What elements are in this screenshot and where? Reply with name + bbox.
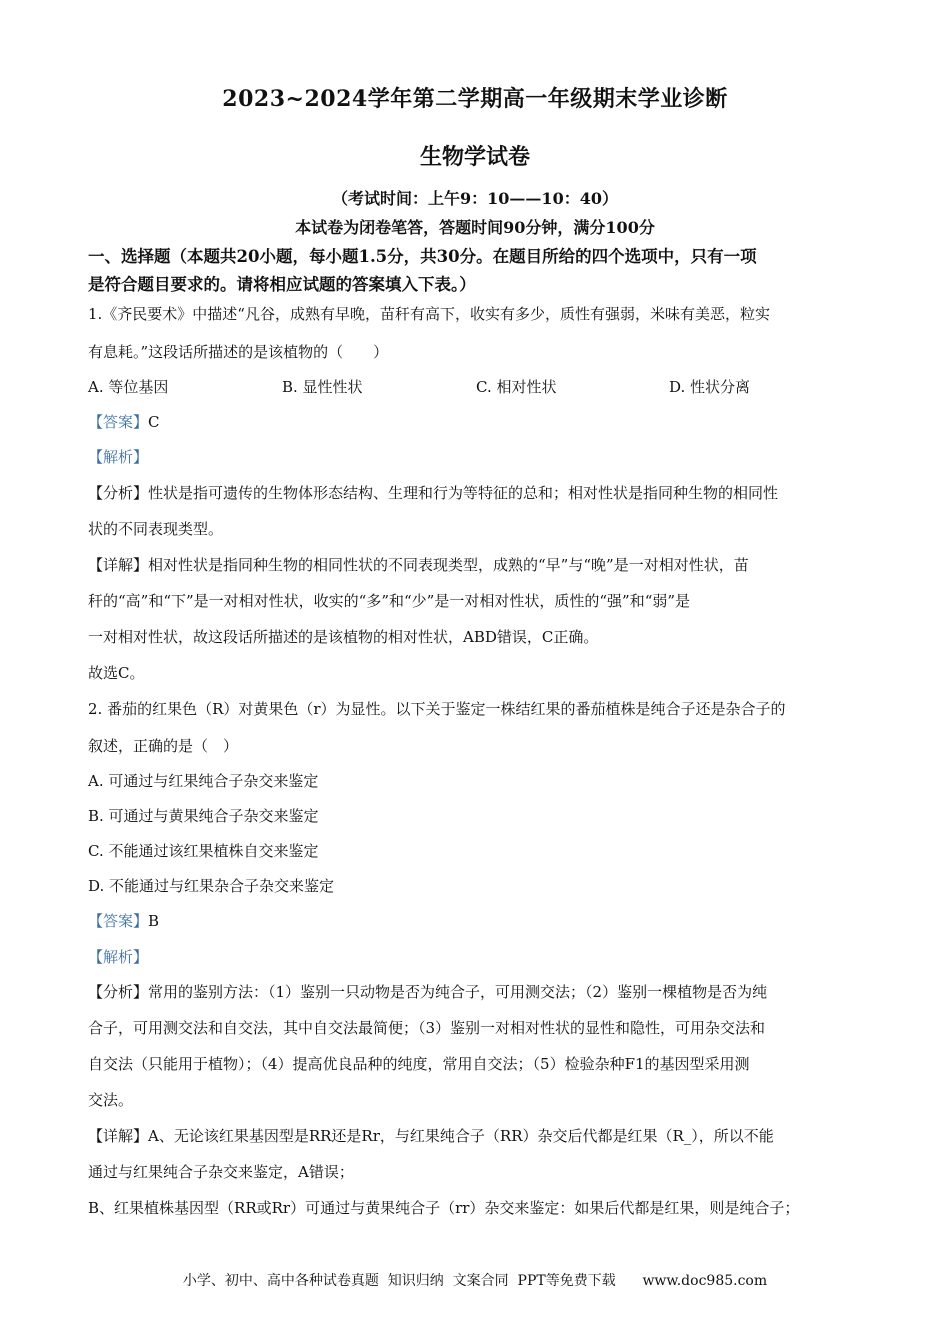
q2-stem-line1: 2. 番茄的红果色（R）对黄果色（r）为显性。以下关于鉴定一株结红果的番茄植株是纯合子还是杂合子的 bbox=[88, 700, 786, 718]
q1-stem-line2: 有息耗。”这段话所描述的是该植物的（ ） bbox=[88, 343, 389, 361]
exam-time: （考试时间：上午9：10——10：40） bbox=[332, 189, 618, 208]
q1-xiangjie-line1 bbox=[88, 554, 749, 575]
q2-fenxi-text1: 常用的鉴别方法：（1）鉴别一只动物是否为纯合子，可用测交法；（2）鉴别一棵植物是否为纯 bbox=[148, 983, 768, 1001]
q2-stem-line2: 叙述，正确的是（ ） bbox=[88, 737, 239, 755]
q1-answer-value: C bbox=[148, 413, 160, 431]
q1-xiangjie-text1: 相对性状是指同种生物的相同性状的不同表现类型，成熟的“早”与“晚”是一对相对性状，苗 bbox=[148, 556, 749, 574]
q2-option-a: A. 可通过与红果纯合子杂交来鉴定 bbox=[88, 772, 319, 790]
q1-option-a: A. 等位基因 bbox=[88, 378, 169, 396]
q2-fenxi-line4: 交法。 bbox=[88, 1091, 134, 1109]
section-heading-line2: 是符合题目要求的。请将相应试题的答案填入下表。） bbox=[88, 275, 476, 294]
q1-analysis-tag bbox=[88, 446, 148, 467]
q1-xiangjie-line2: 秆的“高”和“下”是一对相对性状，收实的“多”和“少”是一对相对性状，质性的“强”和“弱”是 bbox=[88, 592, 691, 610]
exam-note: 本试卷为闭卷笔答，答题时间90分钟，满分100分 bbox=[295, 218, 655, 237]
q1-fenxi-line2: 状的不同表现类型。 bbox=[88, 520, 224, 538]
answer-tag: 【答案】 bbox=[88, 413, 149, 431]
q2-xiangjie-line2: 通过与红果纯合子杂交来鉴定，A错误； bbox=[88, 1163, 354, 1181]
q2-fenxi-line2: 合子，可用测交法和自交法，其中自交法最简便；（3）鉴别一对相对性状的显性和隐性，可用杂交法和 bbox=[88, 1019, 766, 1037]
q1-fenxi-line1 bbox=[88, 482, 778, 503]
q1-stem-line1: 1.《齐民要术》中描述“凡谷，成熟有早晚，苗秆有高下，收实有多少，质性有强弱，米味有美恶，粒实 bbox=[88, 305, 770, 323]
q2-option-c: C. 不能通过该红果植株自交来鉴定 bbox=[88, 842, 319, 860]
q2-answer-value: B bbox=[148, 912, 160, 930]
q2-fenxi-line1 bbox=[88, 981, 767, 1002]
q1-option-b: B. 显性性状 bbox=[282, 378, 363, 396]
fenxi-tag: 【分析】 bbox=[88, 983, 149, 1001]
q2-option-b: B. 可通过与黄果纯合子杂交来鉴定 bbox=[88, 807, 319, 825]
q2-xiangjie-line3: B、红果植株基因型（RR或Rr）可通过与黄果纯合子（rr）杂交来鉴定：如果后代都是红果，则是纯合子； bbox=[88, 1199, 800, 1217]
q1-fenxi-text1: 性状是指可遗传的生物体形态结构、生理和行为等特征的总和；相对性状是指同种生物的相同性 bbox=[148, 484, 779, 502]
q1-option-d: D. 性状分离 bbox=[669, 378, 751, 396]
analysis-tag: 【解析】 bbox=[88, 948, 149, 966]
section-heading-line1: 一、选择题（本题共20小题，每小题1.5分，共30分。在题目所给的四个选项中，只有一项 bbox=[88, 247, 757, 266]
q1-option-c: C. 相对性状 bbox=[476, 378, 557, 396]
exam-title: 2023~2024学年第二学期高一年级期末学业诊断 bbox=[222, 86, 728, 112]
q2-xiangjie-line1 bbox=[88, 1125, 774, 1146]
q1-answer bbox=[88, 411, 160, 432]
q2-answer bbox=[88, 910, 159, 931]
q1-xiangjie-line3: 一对相对性状，故这段话所描述的是该植物的相对性状，ABD错误，C正确。 bbox=[88, 628, 599, 646]
analysis-tag: 【解析】 bbox=[88, 448, 149, 466]
page-footer: 小学、初中、高中各种试卷真题 知识归纳 文案合同 PPT等免费下载 www.doc985.com bbox=[182, 1273, 768, 1289]
q2-option-d: D. 不能通过与红果杂合子杂交来鉴定 bbox=[88, 877, 335, 895]
q2-xiangjie-text1: A、无论该红果基因型是RR还是Rr，与红果纯合子（RR）杂交后代都是红果（R_），所以不能 bbox=[148, 1127, 774, 1145]
q2-fenxi-line3: 自交法（只能用于植物）；（4）提高优良品种的纯度，常用自交法；（5）检验杂种F1的基因型采用测 bbox=[88, 1055, 750, 1073]
q1-conclusion: 故选C。 bbox=[88, 664, 145, 682]
xiangjie-tag: 【详解】 bbox=[88, 1127, 149, 1145]
exam-subtitle: 生物学试卷 bbox=[419, 144, 530, 170]
answer-tag: 【答案】 bbox=[88, 912, 149, 930]
xiangjie-tag: 【详解】 bbox=[88, 556, 149, 574]
fenxi-tag: 【分析】 bbox=[88, 484, 149, 502]
section-heading bbox=[88, 243, 878, 299]
q2-analysis-tag bbox=[88, 946, 148, 967]
